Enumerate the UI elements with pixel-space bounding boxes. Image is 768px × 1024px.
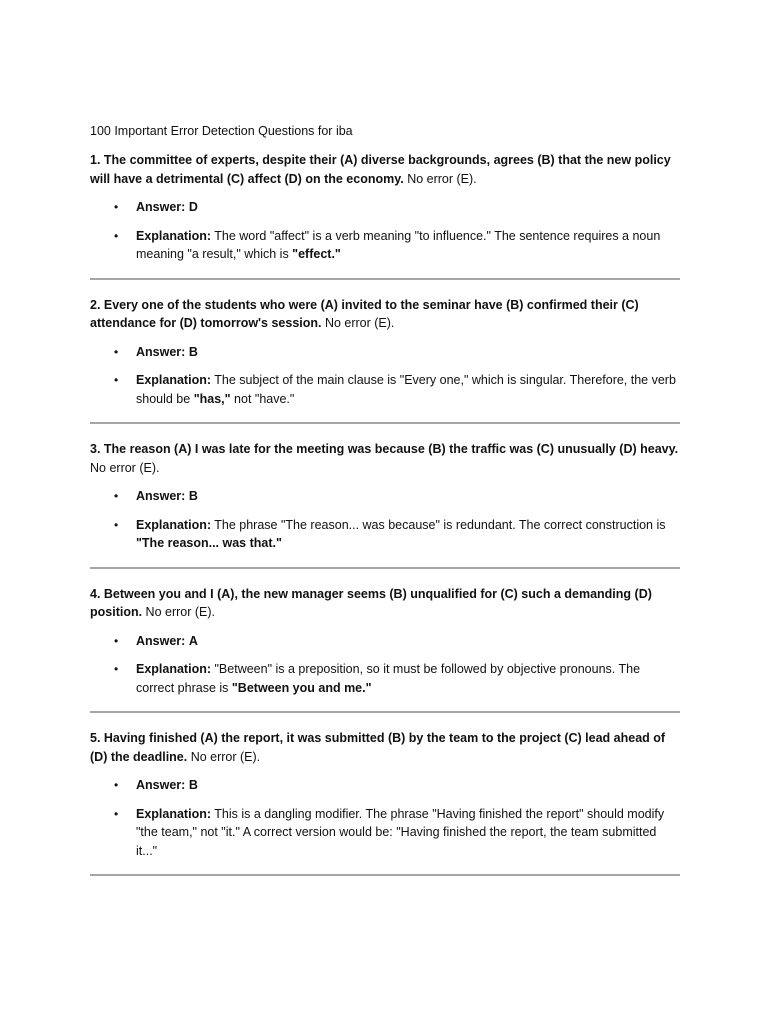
- question-block: [90, 296, 680, 425]
- section-divider: [90, 874, 680, 876]
- bullet-icon: •: [114, 228, 119, 243]
- answer-label: Answer:: [136, 633, 186, 648]
- question-stem: [90, 440, 680, 477]
- explanation-label: Explanation:: [136, 228, 212, 243]
- question-block: [90, 440, 680, 569]
- answer-list: [90, 776, 680, 860]
- explanation-label: Explanation:: [136, 373, 212, 387]
- answer-value: A: [188, 633, 198, 648]
- bullet-icon: •: [114, 200, 119, 214]
- answer-list: [90, 487, 680, 553]
- question-stem-bold: 4. Between you and I (A), the new manager seems (B) unqualified for (C) such a demanding (D) position.: [90, 586, 652, 619]
- answer-list: [90, 632, 680, 698]
- explanation-item: [90, 516, 680, 553]
- answer-label: Answer:: [136, 778, 186, 792]
- question-stem: [90, 296, 680, 333]
- question-block: [90, 151, 680, 280]
- explanation-text: The phrase "The reason... was because" is redundant. The correct construction is: [214, 517, 666, 532]
- answer-item: [90, 632, 680, 651]
- explanation-text: The word "affect" is a verb meaning "to influence." The sentence requires a noun meaning "a result," which is: [136, 228, 661, 261]
- answer-item: [90, 776, 680, 795]
- bullet-icon: •: [114, 344, 119, 359]
- question-stem-no-error: No error (E).: [321, 316, 395, 330]
- answer-value: D: [188, 200, 198, 214]
- question-stem-bold: 5. Having finished (A) the report, it was submitted (B) by the team to the project (C) lead ahead of (D) the deadline.: [90, 731, 666, 764]
- bullet-icon: •: [114, 806, 119, 821]
- section-divider: [90, 422, 680, 424]
- explanation-after: not "have.": [230, 391, 295, 406]
- answer-value: B: [188, 344, 198, 359]
- explanation-key-term: "Between you and me.": [231, 680, 372, 695]
- bullet-icon: •: [114, 662, 119, 676]
- explanation-item: [90, 660, 680, 697]
- question-stem-bold: 1. The committee of experts, despite their (A) diverse backgrounds, agrees (B) that the new policy will have a detrimental (C) affect (D) on the economy.: [90, 153, 671, 186]
- answer-label: Answer:: [136, 200, 186, 214]
- question-stem-bold: 2. Every one of the students who were (A) invited to the seminar have (B) confirmed their (C) attendance for (D) tomorrow's session.: [90, 297, 639, 330]
- explanation-text: The subject of the main clause is "Every one," which is singular. Therefore, the verb should be: [136, 373, 676, 406]
- explanation-item: [90, 805, 680, 861]
- question-list: [90, 151, 680, 876]
- explanation-item: [90, 371, 680, 408]
- explanation-label: Explanation:: [136, 517, 212, 532]
- explanation-key-term: "has,": [193, 391, 231, 406]
- section-divider: [90, 711, 680, 713]
- answer-value: B: [188, 489, 198, 503]
- question-stem-bold: 3. The reason (A) I was late for the meeting was because (B) the traffic was (C) unusually (D) heavy.: [90, 442, 679, 456]
- question-stem-no-error: No error (E).: [187, 749, 261, 764]
- bullet-icon: •: [114, 517, 119, 532]
- bullet-icon: •: [114, 633, 119, 648]
- question-block: [90, 729, 680, 876]
- explanation-label: Explanation:: [136, 806, 212, 821]
- document-title: 100 Important Error Detection Questions for iba: [90, 124, 353, 138]
- explanation-label: Explanation:: [136, 662, 212, 676]
- question-stem: [90, 585, 680, 622]
- question-stem: [90, 729, 680, 766]
- question-stem-no-error: No error (E).: [403, 171, 477, 186]
- bullet-icon: •: [114, 373, 119, 387]
- answer-list: [90, 343, 680, 409]
- explanation-text: "Between" is a preposition, so it must be followed by objective pronouns. The correct phrase is: [136, 662, 641, 695]
- section-divider: [90, 278, 680, 280]
- bullet-icon: •: [114, 489, 119, 503]
- answer-label: Answer:: [136, 344, 186, 359]
- section-divider: [90, 567, 680, 569]
- explanation-key-term: "The reason... was that.": [136, 536, 282, 550]
- question-stem: [90, 151, 680, 188]
- question-stem-no-error: No error (E).: [90, 460, 160, 475]
- bullet-icon: •: [114, 778, 119, 792]
- explanation-key-term: "effect.": [292, 247, 341, 261]
- explanation-text: This is a dangling modifier. The phrase "Having finished the report" should modify "the team," not "it." A correct version would be: "Having finished the report, the team submitted it...": [136, 806, 665, 858]
- question-stem-no-error: No error (E).: [142, 605, 216, 619]
- answer-label: Answer:: [136, 489, 186, 503]
- answer-item: [90, 198, 680, 217]
- answer-list: [90, 198, 680, 264]
- answer-value: B: [188, 778, 198, 792]
- answer-item: [90, 343, 680, 362]
- document-page: [90, 122, 680, 892]
- explanation-item: [90, 227, 680, 264]
- answer-item: [90, 487, 680, 506]
- question-block: [90, 585, 680, 714]
